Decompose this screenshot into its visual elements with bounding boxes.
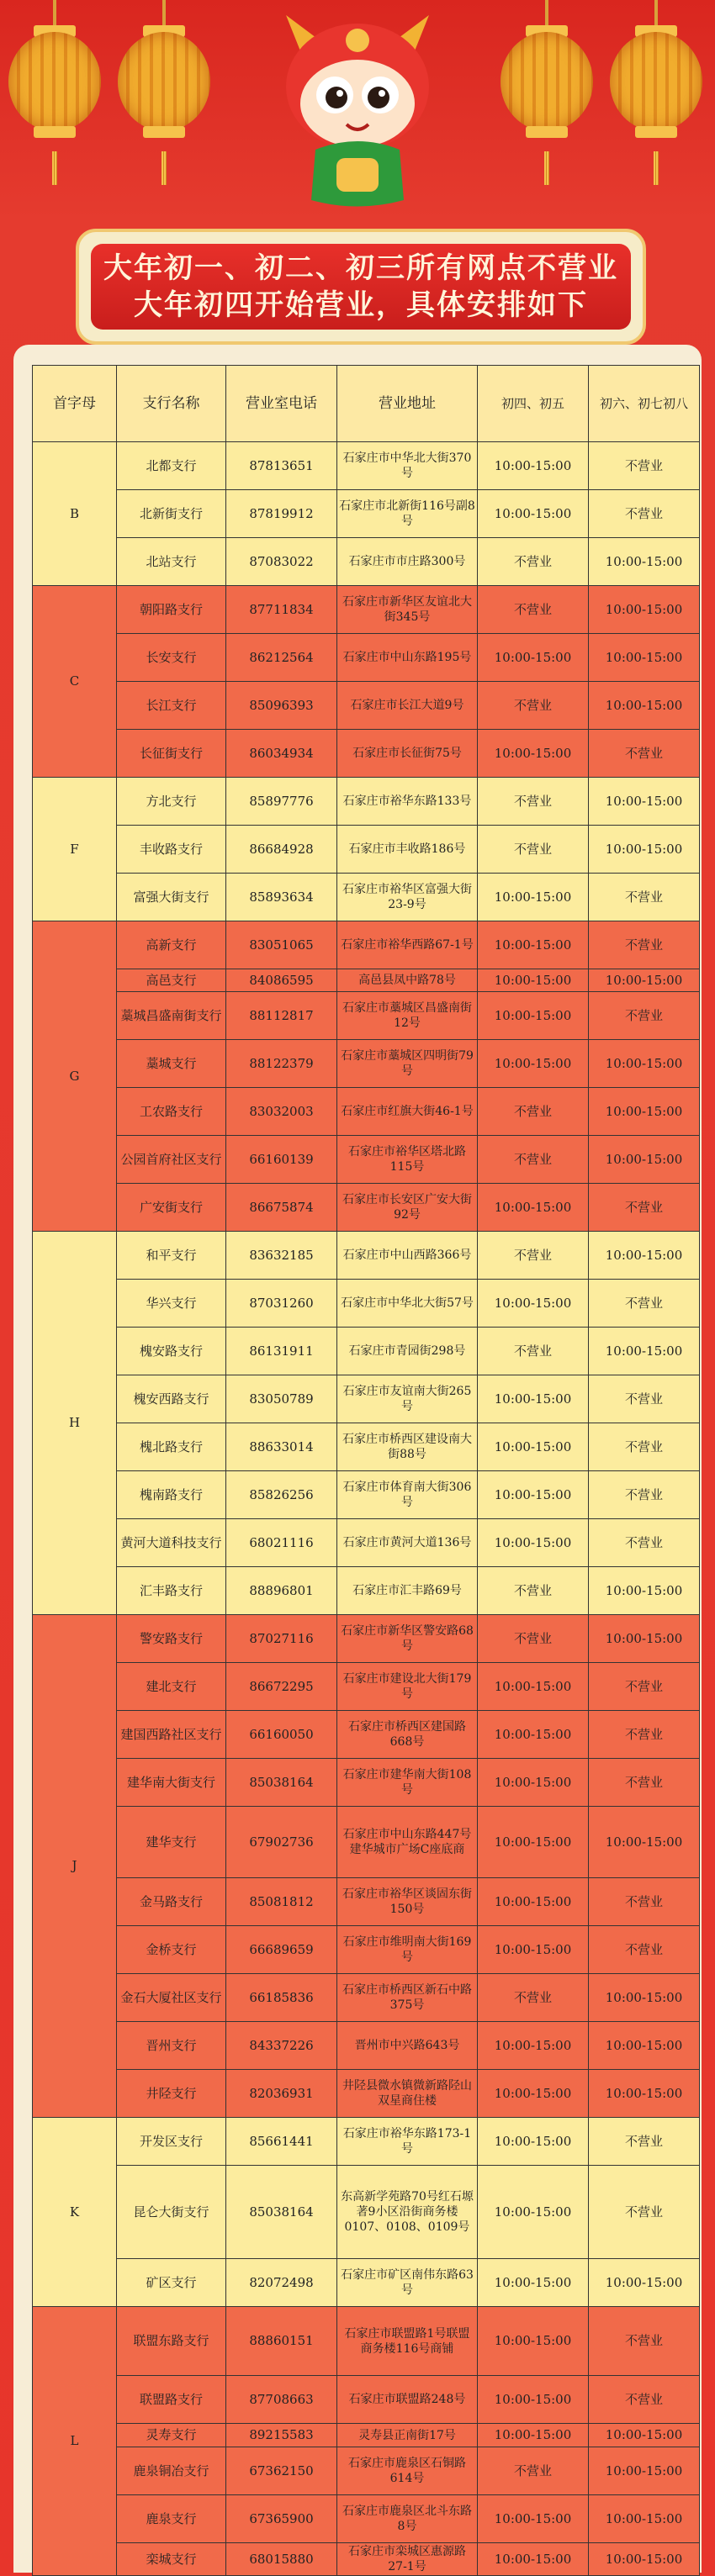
table-row (33, 2118, 700, 2166)
branch-name-cell: 广安街支行 (117, 1184, 226, 1232)
table-row (33, 490, 700, 538)
header-address: 营业地址 (337, 366, 478, 442)
phone-cell: 85096393 (226, 682, 337, 730)
phone-cell: 87819912 (226, 490, 337, 538)
address-cell: 石家庄市市庄路300号 (337, 538, 478, 586)
branch-name-cell: 长安支行 (117, 634, 226, 682)
branch-name-cell: 汇丰路支行 (117, 1567, 226, 1615)
table-row (33, 538, 700, 586)
phone-cell: 83032003 (226, 1088, 337, 1136)
branch-name-cell: 方北支行 (117, 778, 226, 826)
table-row (33, 2495, 700, 2543)
address-cell: 石家庄市桥西区建国路668号 (337, 1711, 478, 1759)
address-cell: 石家庄市藁城区昌盛南街12号 (337, 992, 478, 1040)
table-row (33, 2166, 700, 2259)
table-row (33, 2376, 700, 2424)
branch-name-cell: 建国西路社区支行 (117, 1711, 226, 1759)
phone-cell: 86034934 (226, 730, 337, 778)
day-4-5-hours-cell: 10:00-15:00 (478, 1471, 589, 1519)
day-6-8-hours-cell: 10:00-15:00 (589, 2447, 700, 2495)
day-4-5-hours-cell: 10:00-15:00 (478, 1759, 589, 1807)
table-row (33, 682, 700, 730)
branch-name-cell: 建华南大街支行 (117, 1759, 226, 1807)
header-initial: 首字母 (33, 366, 117, 442)
table-row (33, 1375, 700, 1423)
phone-cell: 84086595 (226, 969, 337, 992)
day-6-8-hours-cell: 不营业 (589, 2118, 700, 2166)
day-4-5-hours-cell: 10:00-15:00 (478, 634, 589, 682)
day-4-5-hours-cell: 10:00-15:00 (478, 1519, 589, 1567)
phone-cell: 67902736 (226, 1807, 337, 1878)
initial-letter-cell: B (33, 442, 117, 586)
phone-cell: 67365900 (226, 2495, 337, 2543)
address-cell: 石家庄市友谊南大街265号 (337, 1375, 478, 1423)
branch-name-cell: 和平支行 (117, 1232, 226, 1280)
branch-name-cell: 公园首府社区支行 (117, 1136, 226, 1184)
address-cell: 石家庄市建设北大街179号 (337, 1663, 478, 1711)
branch-name-cell: 昆仑大街支行 (117, 2166, 226, 2259)
day-6-8-hours-cell: 不营业 (589, 1375, 700, 1423)
phone-cell: 87027116 (226, 1615, 337, 1663)
branch-name-cell: 栾城支行 (117, 2543, 226, 2576)
table-row (33, 1232, 700, 1280)
day-4-5-hours-cell: 10:00-15:00 (478, 921, 589, 969)
address-cell: 石家庄市中华北大街57号 (337, 1280, 478, 1328)
day-4-5-hours-cell: 不营业 (478, 1136, 589, 1184)
day-6-8-hours-cell: 不营业 (589, 1471, 700, 1519)
branch-name-cell: 金石大厦社区支行 (117, 1974, 226, 2022)
branch-name-cell: 丰收路支行 (117, 826, 226, 874)
phone-cell: 88122379 (226, 1040, 337, 1088)
day-4-5-hours-cell: 10:00-15:00 (478, 2376, 589, 2424)
address-cell: 石家庄市中山东路195号 (337, 634, 478, 682)
table-row (33, 1423, 700, 1471)
branch-name-cell: 鹿泉铜冶支行 (117, 2447, 226, 2495)
address-cell: 井陉县微水镇微新路陉山双星商住楼 (337, 2070, 478, 2118)
phone-cell: 82072498 (226, 2259, 337, 2307)
address-cell: 石家庄市建华南大街108号 (337, 1759, 478, 1807)
day-4-5-hours-cell: 10:00-15:00 (478, 490, 589, 538)
day-6-8-hours-cell: 10:00-15:00 (589, 2543, 700, 2576)
table-row (33, 969, 700, 992)
table-row (33, 1519, 700, 1567)
day-6-8-hours-cell: 不营业 (589, 1280, 700, 1328)
day-4-5-hours-cell: 10:00-15:00 (478, 992, 589, 1040)
phone-cell: 87083022 (226, 538, 337, 586)
headline-banner (76, 229, 646, 345)
branch-name-cell: 开发区支行 (117, 2118, 226, 2166)
phone-cell: 88860151 (226, 2307, 337, 2376)
table-row (33, 778, 700, 826)
phone-cell: 89215583 (226, 2424, 337, 2447)
day-6-8-hours-cell: 10:00-15:00 (589, 2495, 700, 2543)
day-4-5-hours-cell: 10:00-15:00 (478, 2495, 589, 2543)
day-6-8-hours-cell: 10:00-15:00 (589, 1136, 700, 1184)
branch-name-cell: 藁城昌盛南街支行 (117, 992, 226, 1040)
phone-cell: 85826256 (226, 1471, 337, 1519)
day-6-8-hours-cell: 不营业 (589, 2376, 700, 2424)
table-row (33, 1567, 700, 1615)
address-cell: 石家庄市汇丰路69号 (337, 1567, 478, 1615)
day-6-8-hours-cell: 10:00-15:00 (589, 1974, 700, 2022)
day-6-8-hours-cell: 10:00-15:00 (589, 778, 700, 826)
table-header-row (33, 366, 700, 442)
day-6-8-hours-cell: 不营业 (589, 921, 700, 969)
day-6-8-hours-cell: 不营业 (589, 1926, 700, 1974)
day-6-8-hours-cell: 不营业 (589, 442, 700, 490)
branch-name-cell: 灵寿支行 (117, 2424, 226, 2447)
table-row (33, 1759, 700, 1807)
table-row (33, 586, 700, 634)
address-cell: 石家庄市北新街116号副8号 (337, 490, 478, 538)
address-cell: 石家庄市黄河大道136号 (337, 1519, 478, 1567)
day-6-8-hours-cell: 不营业 (589, 730, 700, 778)
day-4-5-hours-cell: 10:00-15:00 (478, 1184, 589, 1232)
day-6-8-hours-cell: 10:00-15:00 (589, 1328, 700, 1375)
table-row (33, 1280, 700, 1328)
phone-cell: 85038164 (226, 2166, 337, 2259)
initial-letter-cell: F (33, 778, 117, 921)
branch-name-cell: 槐北路支行 (117, 1423, 226, 1471)
branch-name-cell: 藁城支行 (117, 1040, 226, 1088)
address-cell: 石家庄市新华区友谊北大街345号 (337, 586, 478, 634)
day-4-5-hours-cell: 10:00-15:00 (478, 442, 589, 490)
table-row (33, 2022, 700, 2070)
day-4-5-hours-cell: 10:00-15:00 (478, 2070, 589, 2118)
header-branch-name: 支行名称 (117, 366, 226, 442)
address-cell: 石家庄市藁城区四明街79号 (337, 1040, 478, 1088)
day-4-5-hours-cell: 不营业 (478, 586, 589, 634)
day-6-8-hours-cell: 10:00-15:00 (589, 1807, 700, 1878)
table-row (33, 2307, 700, 2376)
phone-cell: 66185836 (226, 1974, 337, 2022)
address-cell: 石家庄市长江大道9号 (337, 682, 478, 730)
table-row (33, 874, 700, 921)
phone-cell: 86131911 (226, 1328, 337, 1375)
table-row (33, 1663, 700, 1711)
branch-name-cell: 联盟路支行 (117, 2376, 226, 2424)
day-6-8-hours-cell: 不营业 (589, 1878, 700, 1926)
header-day-6-8: 初六、初七初八 (589, 366, 700, 442)
day-6-8-hours-cell: 10:00-15:00 (589, 2022, 700, 2070)
phone-cell: 86672295 (226, 1663, 337, 1711)
schedule-card (13, 345, 702, 2573)
table-row (33, 634, 700, 682)
day-4-5-hours-cell: 10:00-15:00 (478, 2022, 589, 2070)
day-4-5-hours-cell: 不营业 (478, 1088, 589, 1136)
table-row (33, 1136, 700, 1184)
phone-cell: 86212564 (226, 634, 337, 682)
branch-schedule-table (32, 365, 700, 2576)
day-6-8-hours-cell: 10:00-15:00 (589, 1615, 700, 1663)
table-row (33, 1926, 700, 1974)
day-4-5-hours-cell: 不营业 (478, 826, 589, 874)
day-6-8-hours-cell: 不营业 (589, 1711, 700, 1759)
address-cell: 石家庄市丰收路186号 (337, 826, 478, 874)
day-6-8-hours-cell: 不营业 (589, 1663, 700, 1711)
phone-cell: 83051065 (226, 921, 337, 969)
phone-cell: 87813651 (226, 442, 337, 490)
day-4-5-hours-cell: 10:00-15:00 (478, 1926, 589, 1974)
day-6-8-hours-cell: 不营业 (589, 992, 700, 1040)
address-cell: 石家庄市裕华西路67-1号 (337, 921, 478, 969)
phone-cell: 68021116 (226, 1519, 337, 1567)
phone-cell: 87708663 (226, 2376, 337, 2424)
branch-name-cell: 晋州支行 (117, 2022, 226, 2070)
address-cell: 石家庄市新华区警安路68号 (337, 1615, 478, 1663)
phone-cell: 84337226 (226, 2022, 337, 2070)
day-4-5-hours-cell: 不营业 (478, 1974, 589, 2022)
day-4-5-hours-cell: 10:00-15:00 (478, 1663, 589, 1711)
day-6-8-hours-cell: 10:00-15:00 (589, 969, 700, 992)
branch-name-cell: 北站支行 (117, 538, 226, 586)
table-row (33, 2543, 700, 2576)
day-4-5-hours-cell: 10:00-15:00 (478, 1280, 589, 1328)
address-cell: 高邑县凤中路78号 (337, 969, 478, 992)
initial-letter-cell: L (33, 2307, 117, 2576)
branch-name-cell: 金马路支行 (117, 1878, 226, 1926)
table-row (33, 1711, 700, 1759)
day-6-8-hours-cell: 10:00-15:00 (589, 1088, 700, 1136)
phone-cell: 88633014 (226, 1423, 337, 1471)
day-6-8-hours-cell: 10:00-15:00 (589, 826, 700, 874)
phone-cell: 82036931 (226, 2070, 337, 2118)
address-cell: 晋州市中兴路643号 (337, 2022, 478, 2070)
day-4-5-hours-cell: 不营业 (478, 2447, 589, 2495)
day-4-5-hours-cell: 10:00-15:00 (478, 1878, 589, 1926)
address-cell: 石家庄市维明南大街169号 (337, 1926, 478, 1974)
branch-name-cell: 矿区支行 (117, 2259, 226, 2307)
day-6-8-hours-cell: 10:00-15:00 (589, 682, 700, 730)
table-row (33, 992, 700, 1040)
day-6-8-hours-cell: 10:00-15:00 (589, 2259, 700, 2307)
branch-name-cell: 高新支行 (117, 921, 226, 969)
address-cell: 石家庄市栾城区惠源路27-1号 (337, 2543, 478, 2576)
initial-letter-cell: J (33, 1615, 117, 2118)
day-4-5-hours-cell: 10:00-15:00 (478, 2543, 589, 2576)
address-cell: 石家庄市中华北大街370号 (337, 442, 478, 490)
table-row (33, 1184, 700, 1232)
branch-name-cell: 井陉支行 (117, 2070, 226, 2118)
phone-cell: 68015880 (226, 2543, 337, 2576)
day-4-5-hours-cell: 10:00-15:00 (478, 730, 589, 778)
address-cell: 石家庄市裕华东路173-1号 (337, 2118, 478, 2166)
table-row (33, 1328, 700, 1375)
branch-name-cell: 槐安西路支行 (117, 1375, 226, 1423)
address-cell: 石家庄市联盟路248号 (337, 2376, 478, 2424)
address-cell: 石家庄市红旗大街46-1号 (337, 1088, 478, 1136)
day-4-5-hours-cell: 不营业 (478, 1567, 589, 1615)
phone-cell: 66160050 (226, 1711, 337, 1759)
table-row (33, 921, 700, 969)
table-row (33, 2447, 700, 2495)
branch-name-cell: 金桥支行 (117, 1926, 226, 1974)
day-4-5-hours-cell: 10:00-15:00 (478, 2307, 589, 2376)
header-day-4-5: 初四、初五 (478, 366, 589, 442)
day-6-8-hours-cell: 不营业 (589, 1759, 700, 1807)
phone-cell: 66160139 (226, 1136, 337, 1184)
table-row (33, 2259, 700, 2307)
day-6-8-hours-cell: 10:00-15:00 (589, 1040, 700, 1088)
branch-name-cell: 北新街支行 (117, 490, 226, 538)
phone-cell: 83632185 (226, 1232, 337, 1280)
day-6-8-hours-cell: 10:00-15:00 (589, 2070, 700, 2118)
day-6-8-hours-cell: 不营业 (589, 2307, 700, 2376)
day-4-5-hours-cell: 10:00-15:00 (478, 1711, 589, 1759)
table-row (33, 1615, 700, 1663)
address-cell: 石家庄市裕华区塔北路115号 (337, 1136, 478, 1184)
initial-letter-cell: H (33, 1232, 117, 1615)
phone-cell: 86675874 (226, 1184, 337, 1232)
branch-name-cell: 北都支行 (117, 442, 226, 490)
phone-cell: 87031260 (226, 1280, 337, 1328)
day-4-5-hours-cell: 10:00-15:00 (478, 2259, 589, 2307)
initial-letter-cell: K (33, 2118, 117, 2307)
day-6-8-hours-cell: 10:00-15:00 (589, 634, 700, 682)
dragon-mascot-icon (269, 7, 446, 213)
day-4-5-hours-cell: 10:00-15:00 (478, 2166, 589, 2259)
branch-name-cell: 警安路支行 (117, 1615, 226, 1663)
table-row (33, 730, 700, 778)
branch-name-cell: 槐安路支行 (117, 1328, 226, 1375)
day-4-5-hours-cell: 不营业 (478, 1328, 589, 1375)
branch-name-cell: 建华支行 (117, 1807, 226, 1878)
address-cell: 石家庄市桥西区建设南大街88号 (337, 1423, 478, 1471)
day-6-8-hours-cell: 10:00-15:00 (589, 2424, 700, 2447)
initial-letter-cell: G (33, 921, 117, 1232)
day-4-5-hours-cell: 不营业 (478, 538, 589, 586)
day-4-5-hours-cell: 不营业 (478, 778, 589, 826)
phone-cell: 88896801 (226, 1567, 337, 1615)
address-cell: 石家庄市矿区南伟东路63号 (337, 2259, 478, 2307)
day-4-5-hours-cell: 10:00-15:00 (478, 969, 589, 992)
day-4-5-hours-cell: 10:00-15:00 (478, 2424, 589, 2447)
address-cell: 石家庄市裕华区富强大街23-9号 (337, 874, 478, 921)
day-4-5-hours-cell: 10:00-15:00 (478, 1807, 589, 1878)
initial-letter-cell: C (33, 586, 117, 778)
branch-name-cell: 富强大街支行 (117, 874, 226, 921)
day-4-5-hours-cell: 不营业 (478, 1615, 589, 1663)
day-6-8-hours-cell: 10:00-15:00 (589, 1232, 700, 1280)
address-cell: 石家庄市长安区广安大街92号 (337, 1184, 478, 1232)
header-phone: 营业室电话 (226, 366, 337, 442)
table-row (33, 1878, 700, 1926)
address-cell: 石家庄市联盟路1号联盟商务楼116号商铺 (337, 2307, 478, 2376)
day-4-5-hours-cell: 不营业 (478, 682, 589, 730)
table-row (33, 1471, 700, 1519)
branch-name-cell: 长征街支行 (117, 730, 226, 778)
day-4-5-hours-cell: 10:00-15:00 (478, 1423, 589, 1471)
branch-name-cell: 鹿泉支行 (117, 2495, 226, 2543)
phone-cell: 87711834 (226, 586, 337, 634)
day-4-5-hours-cell: 10:00-15:00 (478, 1375, 589, 1423)
day-6-8-hours-cell: 不营业 (589, 1184, 700, 1232)
address-cell: 石家庄市青园街298号 (337, 1328, 478, 1375)
headline-line-2: 大年初四开始营业，具体安排如下 (134, 288, 588, 322)
branch-name-cell: 槐南路支行 (117, 1471, 226, 1519)
phone-cell: 86684928 (226, 826, 337, 874)
phone-cell: 85897776 (226, 778, 337, 826)
phone-cell: 66689659 (226, 1926, 337, 1974)
branch-name-cell: 长江支行 (117, 682, 226, 730)
branch-name-cell: 工农路支行 (117, 1088, 226, 1136)
day-6-8-hours-cell: 10:00-15:00 (589, 538, 700, 586)
address-cell: 石家庄市中山东路447号建华城市广场C座底商 (337, 1807, 478, 1878)
address-cell: 东高新学苑路70号红石塬著9小区沿街商务楼0107、0108、0109号 (337, 2166, 478, 2259)
branch-name-cell: 建北支行 (117, 1663, 226, 1711)
branch-name-cell: 联盟东路支行 (117, 2307, 226, 2376)
phone-cell: 83050789 (226, 1375, 337, 1423)
branch-name-cell: 华兴支行 (117, 1280, 226, 1328)
address-cell: 石家庄市桥西区新石中路375号 (337, 1974, 478, 2022)
day-6-8-hours-cell: 不营业 (589, 2166, 700, 2259)
address-cell: 石家庄市体育南大街306号 (337, 1471, 478, 1519)
phone-cell: 85081812 (226, 1878, 337, 1926)
day-6-8-hours-cell: 10:00-15:00 (589, 586, 700, 634)
phone-cell: 85038164 (226, 1759, 337, 1807)
day-6-8-hours-cell: 不营业 (589, 874, 700, 921)
branch-name-cell: 朝阳路支行 (117, 586, 226, 634)
day-4-5-hours-cell: 不营业 (478, 1232, 589, 1280)
branch-name-cell: 高邑支行 (117, 969, 226, 992)
headline-line-1: 大年初一、初二、初三所有网点不营业 (103, 251, 618, 285)
table-row (33, 442, 700, 490)
address-cell: 石家庄市长征街75号 (337, 730, 478, 778)
table-row (33, 2424, 700, 2447)
day-4-5-hours-cell: 10:00-15:00 (478, 874, 589, 921)
day-6-8-hours-cell: 不营业 (589, 1423, 700, 1471)
address-cell: 石家庄市裕华东路133号 (337, 778, 478, 826)
address-cell: 石家庄市中山西路366号 (337, 1232, 478, 1280)
day-6-8-hours-cell: 不营业 (589, 490, 700, 538)
table-row (33, 2070, 700, 2118)
address-cell: 石家庄市裕华区谈固东街150号 (337, 1878, 478, 1926)
day-4-5-hours-cell: 10:00-15:00 (478, 2118, 589, 2166)
phone-cell: 88112817 (226, 992, 337, 1040)
table-row (33, 1088, 700, 1136)
address-cell: 石家庄市鹿泉区北斗东路8号 (337, 2495, 478, 2543)
address-cell: 灵寿县正南街17号 (337, 2424, 478, 2447)
phone-cell: 67362150 (226, 2447, 337, 2495)
table-row (33, 1807, 700, 1878)
phone-cell: 85661441 (226, 2118, 337, 2166)
day-6-8-hours-cell: 10:00-15:00 (589, 1567, 700, 1615)
table-row (33, 1974, 700, 2022)
day-6-8-hours-cell: 不营业 (589, 1519, 700, 1567)
branch-name-cell: 黄河大道科技支行 (117, 1519, 226, 1567)
phone-cell: 85893634 (226, 874, 337, 921)
day-4-5-hours-cell: 10:00-15:00 (478, 1040, 589, 1088)
table-row (33, 1040, 700, 1088)
table-row (33, 826, 700, 874)
address-cell: 石家庄市鹿泉区石铜路614号 (337, 2447, 478, 2495)
